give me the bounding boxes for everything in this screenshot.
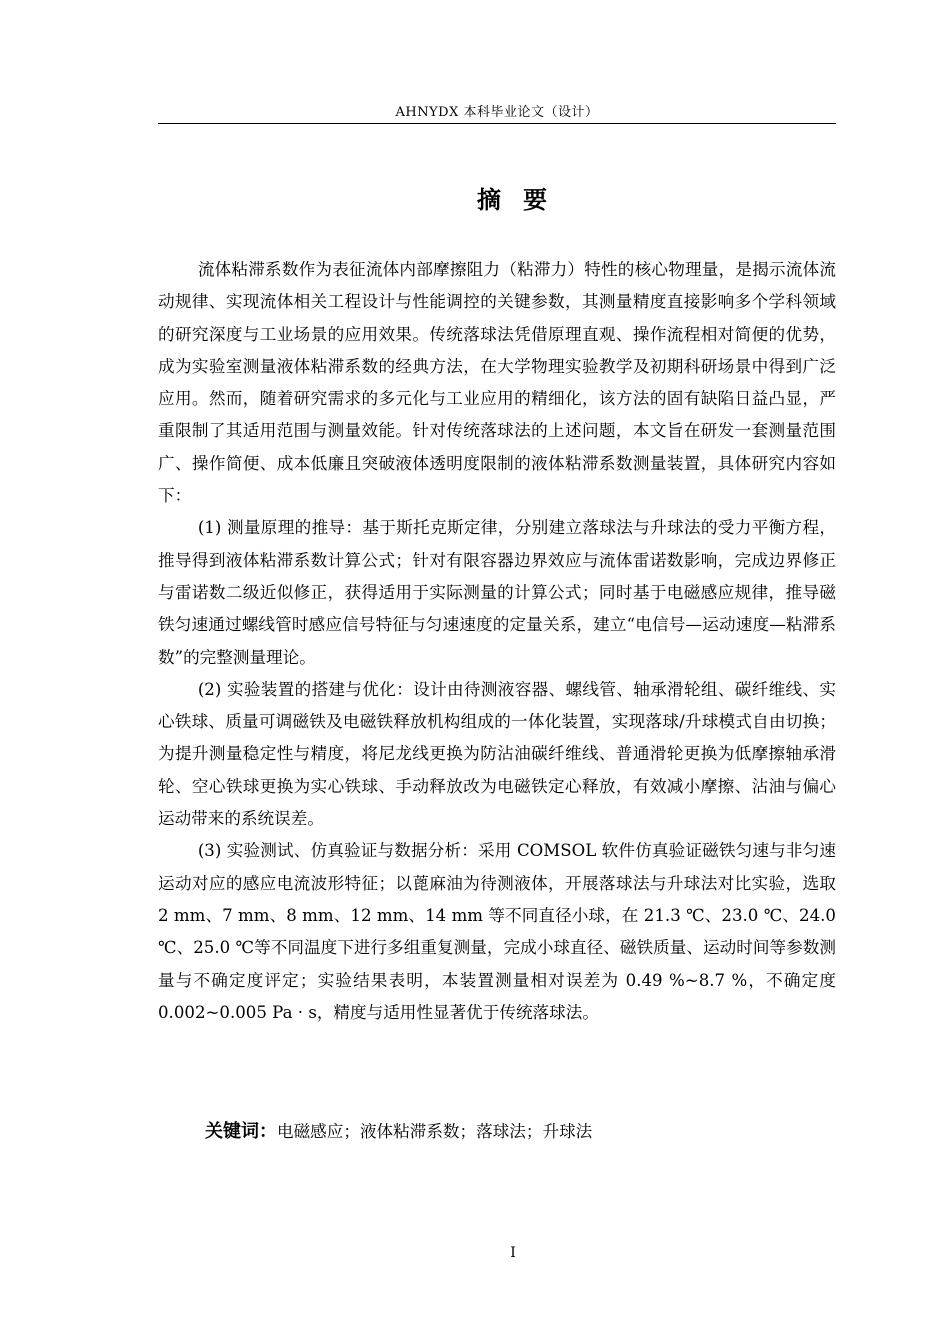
abstract-paragraph-principle: (1) 测量原理的推导：基于斯托克斯定律，分别建立落球法与升球法的受力平衡方程，推导得到液体粘滞系数计算公式；针对有限容器边界效应与流体雷诺数影响，完成边界修正与雷诺数二级近似修正，获得适用于实际测量的计算公式；同时基于电磁感应规律，推导磁铁匀速通过螺线管时感应信号特征与匀速速度的定量关系，建立“电信号—运动速度—粘滞系数”的完整测量理论。 — [158, 518, 836, 667]
abstract-paragraph-apparatus: (2) 实验装置的搭建与优化：设计由待测液容器、螺线管、轴承滑轮组、碳纤维线、实心铁球、质量可调磁铁及电磁铁释放机构组成的一体化装置，实现落球/升球模式自由切换；为提升测量稳定性与精度，将尼龙线更换为防沾油碳纤维线、普通滑轮更换为低摩擦轴承滑轮、空心铁球更换为实心铁球、手动释放改为电磁铁定心释放，有效减小摩擦、沾油与偏心运动带来的系统误差。 — [158, 679, 836, 829]
page-number: I — [510, 1245, 516, 1261]
abstract-title: 摘要 — [477, 186, 569, 214]
abstract-paragraph-intro: 流体粘滞系数作为表征流体内部摩擦阻力（粘滞力）特性的核心物理量，是揭示流体流动规律、实现流体相关工程设计与性能调控的关键参数，其测量精度直接影响多个学科领域的研究深度与工业场景的应用效果。传统落球法凭借原理直观、操作流程相对简便的优势，成为实验室测量液体粘滞系数的经典方法，在大学物理实验教学及初期科研场景中得到广泛应用。然而，随着研究需求的多元化与工业应用的精细化，该方法的固有缺陷日益凸显，严重限制了其适用范围与测量效能。针对传统落球法的上述问题，本文旨在研发一套测量范围广、操作简便、成本低廉且突破液体透明度限制的液体粘滞系数测量装置，具体研究内容如下： — [158, 260, 836, 506]
keywords-label: 关键词： — [205, 1121, 277, 1142]
keywords-line — [205, 1116, 845, 1148]
abstract-paragraph-experiment: (3) 实验测试、仿真验证与数据分析：采用 COMSOL 软件仿真验证磁铁匀速与非匀速运动对应的感应电流波形特征；以蓖麻油为待测液体，开展落球法与升球法对比实验，选取 2 mm、7 mm、8 mm、12 mm、14 mm 等不同直径小球，在 21.3 ℃、23.0 ℃、24.0 ℃、25.0 ℃等不同温度下进行多组重复测量，完成小球直径、磁铁质量、运动时间等参数测量与不确定度评定；实验结果表明，本装置测量相对误差为 0.49 %~8.7 %，不确定度 0.002~0.005 Pa · s，精度与适用性显著优于传统落球法。 — [158, 841, 836, 1022]
abstract-body — [158, 254, 836, 1029]
running-header: AHNYDX 本科毕业论文（设计） — [395, 105, 599, 120]
header-rule — [158, 123, 836, 124]
keywords-text: 电磁感应；液体粘滞系数；落球法；升球法 — [277, 1122, 593, 1141]
